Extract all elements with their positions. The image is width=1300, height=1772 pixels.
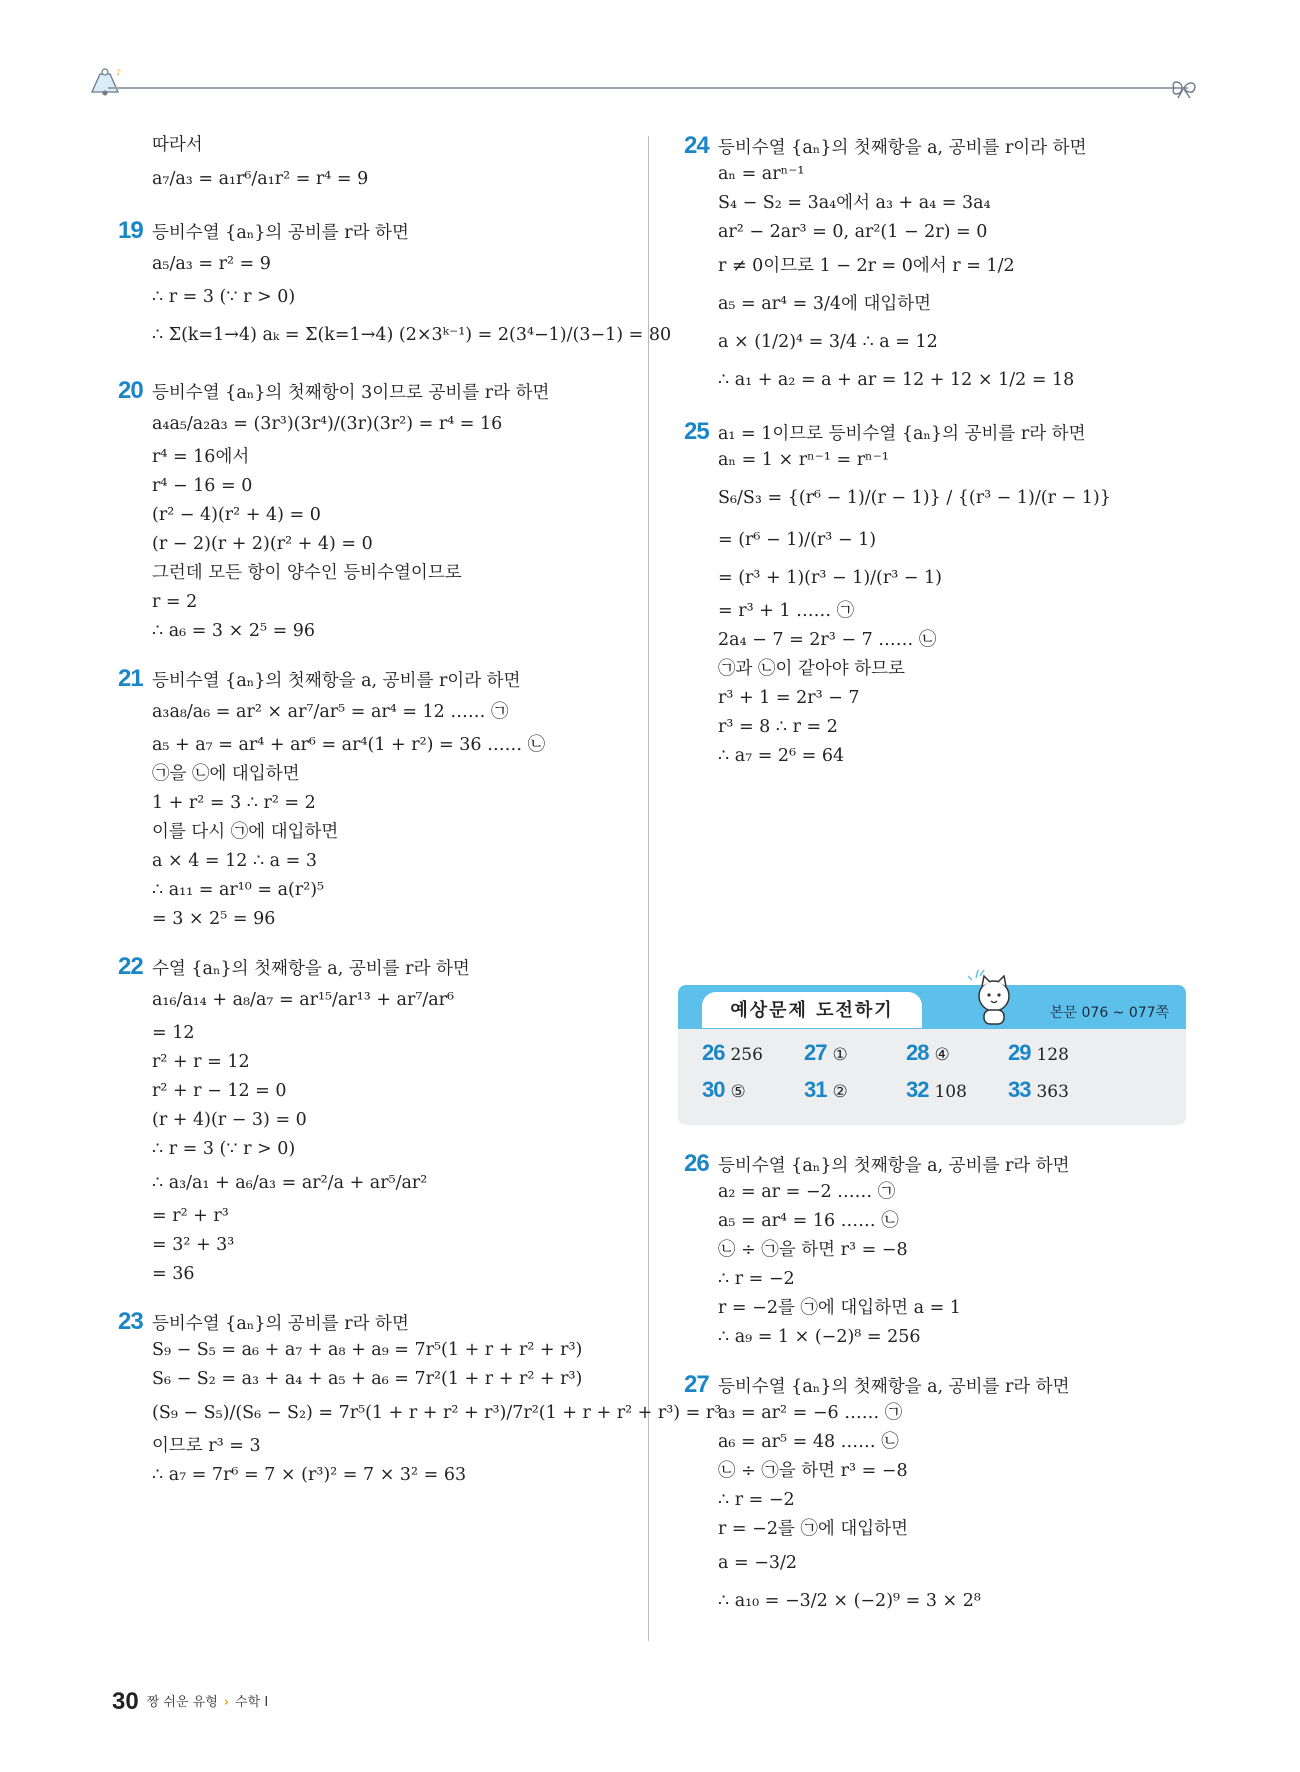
- answer-value: ①: [832, 1045, 848, 1065]
- answer-item: [906, 1077, 967, 1103]
- page-footer: [112, 1688, 268, 1716]
- solution-line: [684, 1428, 1194, 1457]
- spacer: [118, 1289, 638, 1307]
- solution-line: [684, 655, 1194, 684]
- solution-line: [118, 1077, 638, 1106]
- solution-line: [118, 283, 638, 312]
- line-text: ∴ r = 3 (∵ r > 0): [152, 287, 296, 307]
- solution-line: [118, 617, 638, 646]
- line-text: a₃ = ar² = −6 …… ㉠: [718, 1403, 903, 1423]
- problem-number: 23: [118, 1308, 143, 1335]
- line-text: r = −2를 ㉠에 대입하면 a = 1: [718, 1298, 961, 1318]
- answer-number: 27: [804, 1040, 827, 1065]
- spacer: [118, 646, 638, 664]
- line-text: (r + 4)(r − 3) = 0: [152, 1110, 307, 1130]
- line-text: (r² − 4)(r² + 4) = 0: [152, 505, 321, 525]
- solution-line: [118, 472, 638, 501]
- answer-item: [702, 1040, 763, 1066]
- answer-number: 33: [1008, 1077, 1031, 1102]
- solution-line: [118, 1019, 638, 1048]
- solution-line: [684, 189, 1194, 218]
- solution-line: [118, 731, 638, 760]
- solution-line: [118, 131, 638, 160]
- answer-box-reference: 본문 076 ~ 077쪽: [1050, 1005, 1170, 1021]
- line-text: a₇/a₃ = a₁r⁶/a₁r² = r⁴ = 9: [152, 169, 369, 189]
- line-text: ㉠을 ㉡에 대입하면: [152, 764, 300, 784]
- answer-number: 32: [906, 1077, 929, 1102]
- line-text: (S₉ − S₅)/(S₆ − S₂) = 7r⁵(1 + r + r² + r³)/7r²(1 + r + r² + r³) = r³: [152, 1403, 722, 1423]
- line-text: ∴ a₉ = 1 × (−2)⁸ = 256: [718, 1327, 921, 1347]
- solution-line: [684, 559, 1194, 597]
- solution-line: [684, 1457, 1194, 1486]
- solution-line: [684, 247, 1194, 285]
- line-text: 2a₄ − 7 = 2r³ − 7 …… ㉡: [718, 630, 937, 650]
- line-text: ㉡ ÷ ㉠을 하면 r³ = −8: [718, 1240, 908, 1260]
- line-text: a₅ = ar⁴ = 16 …… ㉡: [718, 1211, 899, 1231]
- problem-number: 27: [684, 1371, 709, 1398]
- line-text: 등비수열 {aₙ}의 공비를 r라 하면: [152, 1314, 409, 1334]
- solution-line: [118, 1048, 638, 1077]
- solution-line: [118, 981, 638, 1019]
- solution-line: [118, 405, 638, 443]
- spacer: [118, 934, 638, 952]
- book-title: 짱 쉬운 유형: [146, 1695, 218, 1710]
- line-text: = (r³ + 1)(r³ − 1)/(r³ − 1): [718, 568, 942, 588]
- line-text: r = 2: [152, 592, 198, 612]
- solution-line: [118, 160, 638, 198]
- answer-value: 256: [730, 1045, 763, 1065]
- spacer: [118, 358, 638, 376]
- solution-line: [684, 361, 1194, 399]
- solution-line: [684, 1236, 1194, 1265]
- answer-value: ②: [832, 1082, 848, 1102]
- problem-heading: [684, 1149, 1194, 1178]
- line-text: = 36: [152, 1264, 195, 1284]
- left-column: [118, 131, 722, 1490]
- line-text: ∴ Σ(k=1→4) aₖ = Σ(k=1→4) (2×3ᵏ⁻¹) = 2(3⁴−1)/(3−1) = 80: [152, 325, 672, 345]
- solution-line: [118, 1365, 638, 1394]
- answer-item: [702, 1077, 746, 1103]
- answer-value: 128: [1036, 1045, 1069, 1065]
- solution-line: [118, 1394, 722, 1432]
- right-column-top: [684, 131, 1194, 771]
- problem-heading: [118, 664, 638, 693]
- line-text: ∴ a₁₁ = ar¹⁰ = a(r²)⁵: [152, 880, 325, 900]
- answer-number: 30: [702, 1077, 725, 1102]
- problem-number: 21: [118, 665, 143, 692]
- problem-heading: [118, 952, 638, 981]
- solution-line: [684, 1265, 1194, 1294]
- line-text: r² + r − 12 = 0: [152, 1081, 287, 1101]
- line-text: a₅ = ar⁴ = 3/4에 대입하면: [718, 294, 932, 314]
- solution-line: [118, 1336, 638, 1365]
- line-text: r² + r = 12: [152, 1052, 250, 1072]
- solution-line: [684, 160, 1194, 189]
- line-text: a₂ = ar = −2 …… ㉠: [718, 1182, 896, 1202]
- line-text: 등비수열 {aₙ}의 첫째항이 3이므로 공비를 r라 하면: [152, 383, 550, 403]
- svg-text:♪: ♪: [116, 68, 122, 77]
- solution-line: [684, 1399, 1194, 1428]
- solution-line: [118, 1202, 638, 1231]
- chevron-right-icon: ›: [223, 1695, 230, 1710]
- answer-number: 29: [1008, 1040, 1031, 1065]
- solution-line: [684, 475, 1194, 521]
- solution-line: [684, 218, 1194, 247]
- line-text: aₙ = arⁿ⁻¹: [718, 164, 805, 184]
- cat-mascot-icon: [968, 968, 1018, 1030]
- line-text: 등비수열 {aₙ}의 첫째항을 a, 공비를 r이라 하면: [152, 671, 521, 691]
- line-text: (r − 2)(r + 2)(r² + 4) = 0: [152, 534, 373, 554]
- answer-number: 31: [804, 1077, 827, 1102]
- line-text: = 12: [152, 1023, 195, 1043]
- line-text: a₁ = 1이므로 등비수열 {aₙ}의 공비를 r라 하면: [718, 424, 1086, 444]
- line-text: r³ + 1 = 2r³ − 7: [718, 688, 860, 708]
- line-text: r = −2를 ㉠에 대입하면: [718, 1519, 909, 1539]
- line-text: 등비수열 {aₙ}의 첫째항을 a, 공비를 r이라 하면: [718, 138, 1087, 158]
- solution-line: [118, 1231, 638, 1260]
- answer-item: [804, 1040, 848, 1066]
- line-text: = 3 × 2⁵ = 96: [152, 909, 276, 929]
- spacer: [118, 198, 638, 216]
- line-text: S₆/S₃ = {(r⁶ − 1)/(r − 1)} / {(r³ − 1)/(r − 1)}: [718, 488, 1111, 508]
- solution-line: [118, 847, 638, 876]
- line-text: S₄ − S₂ = 3a₄에서 a₃ + a₄ = 3a₄: [718, 193, 991, 213]
- solution-line: [684, 1207, 1194, 1236]
- solution-line: [684, 1178, 1194, 1207]
- line-text: ㉠과 ㉡이 같아야 하므로: [718, 659, 905, 679]
- line-text: ∴ a₃/a₁ + a₆/a₃ = ar²/a + ar⁵/ar²: [152, 1173, 428, 1193]
- right-column-bottom: [684, 1149, 1194, 1620]
- line-text: ∴ r = −2: [718, 1269, 795, 1289]
- solution-line: [118, 1461, 638, 1490]
- solution-line: [684, 684, 1194, 713]
- solution-line: [118, 1432, 638, 1461]
- line-text: r³ = 8 ∴ r = 2: [718, 717, 838, 737]
- answer-value: ④: [934, 1045, 950, 1065]
- line-text: 따라서: [152, 135, 203, 155]
- answer-box-title: 예상문제 도전하기: [702, 992, 922, 1028]
- line-text: S₆ − S₂ = a₃ + a₄ + a₅ + a₆ = 7r²(1 + r + r² + r³): [152, 1369, 583, 1389]
- answer-value: 363: [1036, 1082, 1069, 1102]
- line-text: a = −3/2: [718, 1553, 798, 1573]
- solution-line: [118, 760, 638, 789]
- line-text: a × 4 = 12 ∴ a = 3: [152, 851, 318, 871]
- solution-line: [118, 1135, 638, 1164]
- answer-number: 28: [906, 1040, 929, 1065]
- solution-line: [684, 521, 1194, 559]
- line-text: 1 + r² = 3 ∴ r² = 2: [152, 793, 316, 813]
- solution-line: [118, 876, 638, 905]
- line-text: ∴ a₇ = 7r⁶ = 7 × (r³)² = 7 × 3² = 63: [152, 1465, 467, 1485]
- solution-line: [118, 245, 638, 283]
- problem-number: 26: [684, 1150, 709, 1177]
- line-text: a₄a₅/a₂a₃ = (3r³)(3r⁴)/(3r)(3r²) = r⁴ = 16: [152, 414, 503, 434]
- spacer: [684, 1352, 1194, 1370]
- line-text: = r³ + 1 …… ㉠: [718, 601, 855, 621]
- problem-heading: [118, 376, 638, 405]
- answer-item: [804, 1077, 848, 1103]
- solution-line: [118, 905, 638, 934]
- problem-heading: [118, 1307, 638, 1336]
- problem-number: 20: [118, 377, 143, 404]
- line-text: a₅ + a₇ = ar⁴ + ar⁶ = ar⁴(1 + r²) = 36 …… ㉡: [152, 735, 546, 755]
- solution-line: [684, 713, 1194, 742]
- line-text: = (r⁶ − 1)/(r³ − 1): [718, 530, 877, 550]
- line-text: 그런데 모든 항이 양수인 등비수열이므로: [152, 563, 462, 583]
- line-text: a₁₆/a₁₄ + a₈/a₇ = ar¹⁵/ar¹³ + ar⁷/ar⁶: [152, 990, 455, 1010]
- bell-icon: [84, 66, 128, 96]
- problem-number: 25: [684, 418, 709, 445]
- solution-line: [118, 559, 638, 588]
- line-text: a₅/a₃ = r² = 9: [152, 254, 271, 274]
- solution-line: [118, 1260, 638, 1289]
- solution-line: [118, 1164, 638, 1202]
- solution-line: [118, 789, 638, 818]
- problem-number: 22: [118, 953, 143, 980]
- answer-item: [906, 1040, 950, 1066]
- answer-number: 26: [702, 1040, 725, 1065]
- line-text: 등비수열 {aₙ}의 첫째항을 a, 공비를 r라 하면: [718, 1377, 1070, 1397]
- line-text: ㉡ ÷ ㉠을 하면 r³ = −8: [718, 1461, 908, 1481]
- solution-line: [684, 1323, 1194, 1352]
- problem-heading: [684, 131, 1194, 160]
- solution-line: [684, 626, 1194, 655]
- solution-line: [118, 501, 638, 530]
- answer-item: [1008, 1040, 1069, 1066]
- solution-line: [684, 1294, 1194, 1323]
- problem-heading: [684, 417, 1194, 446]
- line-text: 수열 {aₙ}의 첫째항을 a, 공비를 r라 하면: [152, 959, 470, 979]
- line-text: ∴ r = 3 (∵ r > 0): [152, 1139, 296, 1159]
- solution-line: [684, 285, 1194, 323]
- line-text: a₃a₈/a₆ = ar² × ar⁷/ar⁵ = ar⁴ = 12 …… ㉠: [152, 702, 509, 722]
- line-text: r ≠ 0이므로 1 − 2r = 0에서 r = 1/2: [718, 256, 1015, 276]
- bow-icon: [1168, 76, 1202, 100]
- answer-value: ⑤: [730, 1082, 746, 1102]
- line-text: 이를 다시 ㉠에 대입하면: [152, 822, 339, 842]
- spacer: [684, 399, 1194, 417]
- line-text: r⁴ = 16에서: [152, 447, 250, 467]
- solution-line: [684, 1544, 1194, 1582]
- line-text: a₆ = ar⁵ = 48 …… ㉡: [718, 1432, 899, 1452]
- page-number: 30: [112, 1688, 139, 1715]
- subject-title: 수학 Ⅰ: [235, 1695, 269, 1710]
- solution-line: [118, 530, 638, 559]
- problem-number: 19: [118, 217, 143, 244]
- solution-line: [118, 818, 638, 847]
- solution-line: [118, 443, 638, 472]
- solution-line: [684, 446, 1194, 475]
- answer-item: [1008, 1077, 1069, 1103]
- answer-value: 108: [934, 1082, 967, 1102]
- line-text: ∴ a₁ + a₂ = a + ar = 12 + 12 × 1/2 = 18: [718, 370, 1075, 390]
- solution-line: [118, 693, 638, 731]
- line-text: = 3² + 3³: [152, 1235, 235, 1255]
- problem-heading: [684, 1370, 1194, 1399]
- solution-line: [684, 742, 1194, 771]
- solution-line: [684, 597, 1194, 626]
- solution-line: [684, 1486, 1194, 1515]
- solution-line: [118, 312, 672, 358]
- line-text: ∴ a₁₀ = −3/2 × (−2)⁹ = 3 × 2⁸: [718, 1591, 981, 1611]
- solution-line: [684, 1515, 1194, 1544]
- line-text: S₉ − S₅ = a₆ + a₇ + a₈ + a₉ = 7r⁵(1 + r + r² + r³): [152, 1340, 583, 1360]
- problem-number: 24: [684, 132, 709, 159]
- solution-line: [118, 588, 638, 617]
- solution-line: [684, 323, 1194, 361]
- problem-heading: [118, 216, 638, 245]
- line-text: r⁴ − 16 = 0: [152, 476, 253, 496]
- line-text: 이므로 r³ = 3: [152, 1436, 261, 1456]
- line-text: aₙ = 1 × rⁿ⁻¹ = rⁿ⁻¹: [718, 450, 889, 470]
- line-text: ar² − 2ar³ = 0, ar²(1 − 2r) = 0: [718, 222, 988, 242]
- line-text: ∴ a₇ = 2⁶ = 64: [718, 746, 845, 766]
- solution-line: [684, 1582, 1194, 1620]
- line-text: ∴ a₆ = 3 × 2⁵ = 96: [152, 621, 316, 641]
- line-text: a × (1/2)⁴ = 3/4 ∴ a = 12: [718, 332, 938, 352]
- solution-line: [118, 1106, 638, 1135]
- line-text: 등비수열 {aₙ}의 공비를 r라 하면: [152, 223, 409, 243]
- line-text: = r² + r³: [152, 1206, 229, 1226]
- line-text: ∴ r = −2: [718, 1490, 795, 1510]
- line-text: 등비수열 {aₙ}의 첫째항을 a, 공비를 r라 하면: [718, 1156, 1070, 1176]
- header-rule: [108, 87, 1188, 89]
